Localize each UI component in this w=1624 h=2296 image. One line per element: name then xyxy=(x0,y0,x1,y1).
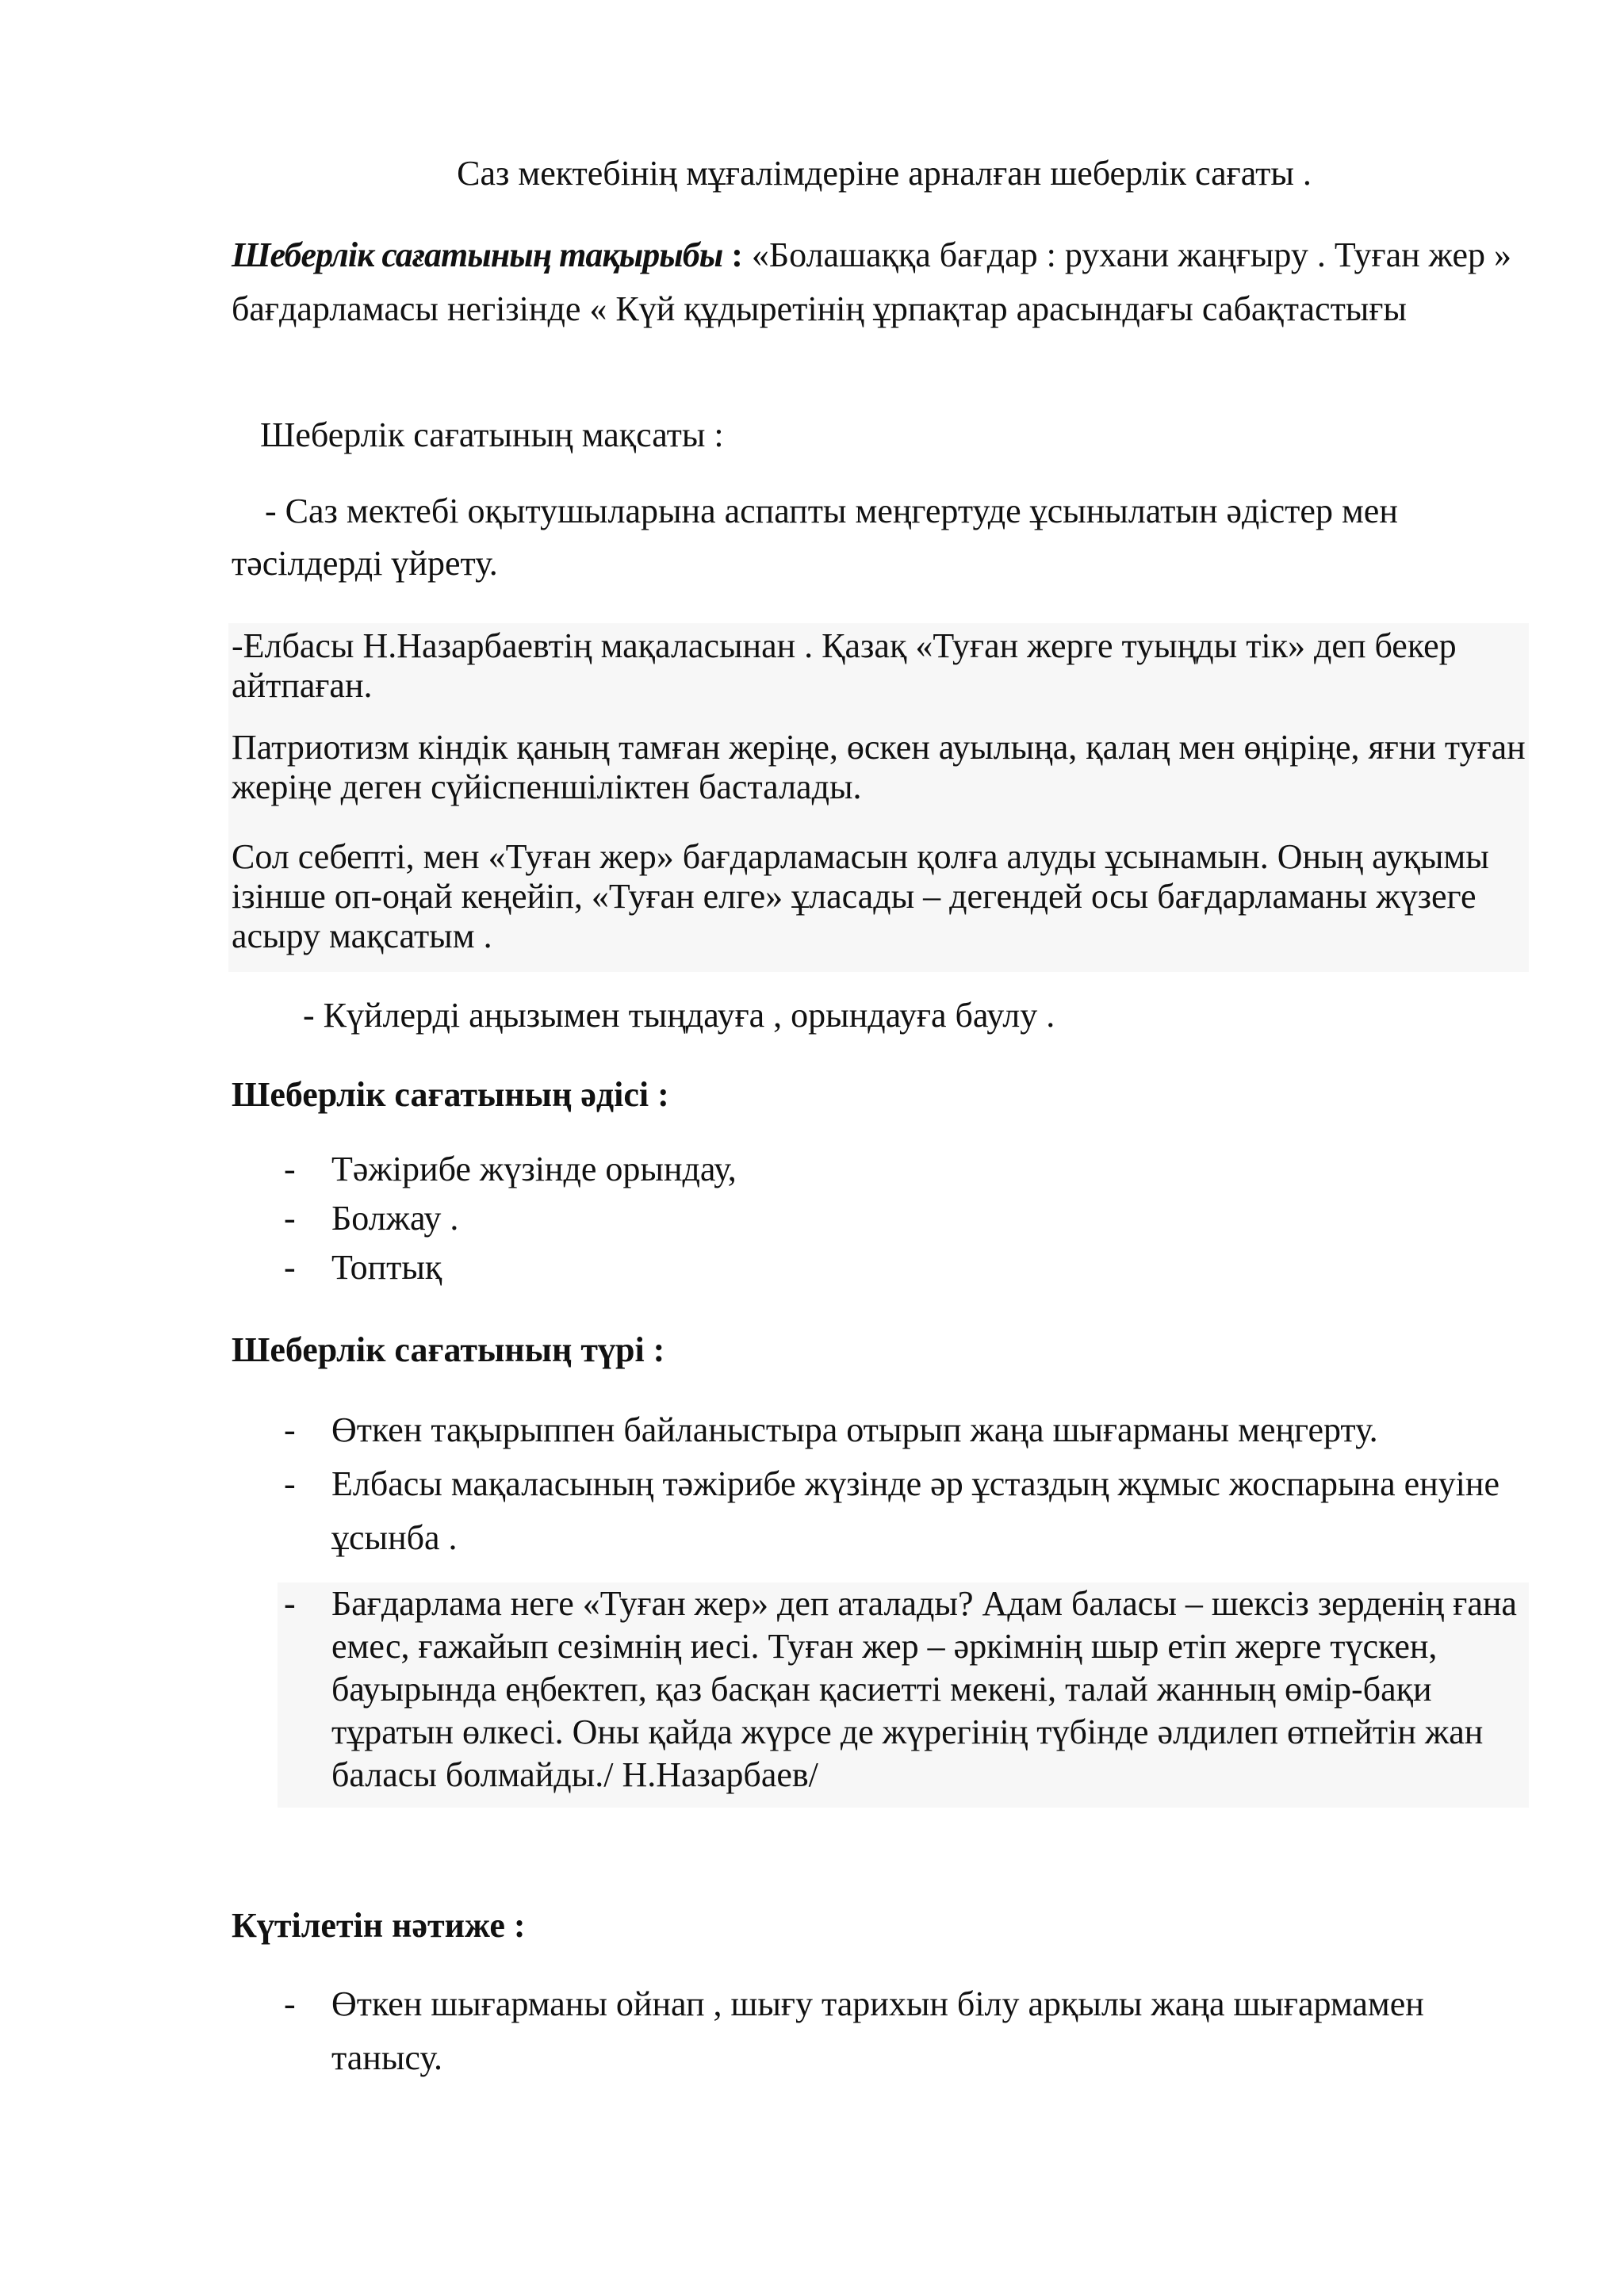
method-list xyxy=(232,1145,1537,1292)
list-item-text: Топтық xyxy=(331,1248,442,1287)
type-list xyxy=(232,1403,1537,1565)
list-item xyxy=(232,1194,1537,1243)
goal-heading: Шеберлік сағатының мақсаты : xyxy=(260,415,724,454)
topic-colon: : xyxy=(722,235,743,274)
topic-text: «Болашаққа бағдар : рухани жаңғыру . Туған жер » бағдарламасы негізінде « Күй құдыретінің ұрпақтар арасындағы сабақтастығы xyxy=(232,235,1512,328)
list-dash: - xyxy=(284,1248,296,1287)
list-dash: - xyxy=(284,1984,296,2023)
topic-paragraph xyxy=(232,228,1537,336)
list-dash: - xyxy=(284,1464,296,1503)
goal-item-1-text: - Саз мектебі оқытушыларына аспапты меңгертуде ұсынылатын әдістер мен тәсілдерді үйрету. xyxy=(232,492,1398,583)
goal-item-2: - Күйлерді аңызымен тыңдауға , орындауға баулу . xyxy=(303,996,1055,1035)
type-heading: Шеберлік сағатының түрі : xyxy=(232,1330,665,1369)
goal-item-1 xyxy=(232,485,1537,590)
quote-paragraph-1: -Елбасы Н.Назарбаевтің мақаласынан . Қазақ «Туған жерге туыңды тік» деп бекер айтпаған. xyxy=(232,626,1457,705)
list-dash: - xyxy=(284,1584,296,1623)
list-dash: - xyxy=(284,1150,296,1188)
result-list xyxy=(232,1977,1537,2085)
list-dash: - xyxy=(284,1410,296,1449)
list-item-text: Өткен тақырыппен байланыстыра отырып жаңа шығарманы меңгерту. xyxy=(331,1410,1378,1449)
topic-lead: Шеберлік сағатының тақырыбы xyxy=(232,235,723,274)
list-item xyxy=(232,1977,1537,2085)
list-item-text: Өткен шығарманы ойнап , шығу тарихын білу арқылы жаңа шығармамен танысу. xyxy=(331,1984,1424,2077)
list-item-text: Тәжірибе жүзінде орындау, xyxy=(331,1150,737,1188)
method-heading: Шеберлік сағатының әдісі : xyxy=(232,1075,669,1114)
document-title: Саз мектебінің мұғалімдеріне арналған шеберлік сағаты . xyxy=(457,154,1312,193)
result-heading: Күтілетін нәтиже : xyxy=(232,1906,526,1945)
list-item-text: Елбасы мақаласының тәжірибе жүзінде әр ұстаздың жұмыс жоспарына енуіне ұсынба . xyxy=(331,1464,1500,1557)
list-item xyxy=(232,1243,1537,1292)
list-item-text: Болжау . xyxy=(331,1199,459,1238)
type-quote-text: Бағдарлама неге «Туған жер» деп аталады? Адам баласы – шексіз зерденің ғана емес, ғажайып сезімнің иесі. Туған жер – әркімнің шыр етіп жерге түскен, бауырында еңбектеп, қаз басқан қасиетті мекені, талай жанның өмір-бақи тұратын өлкесі. Оны қайда жүрсе де жүрегінің түбінде әлдилеп өтпейтін жан баласы болмайды./ Н.Назарбаев/ xyxy=(331,1584,1517,1794)
list-dash: - xyxy=(284,1199,296,1238)
type-quote xyxy=(232,1582,1537,1797)
list-item xyxy=(232,1145,1537,1194)
list-item xyxy=(232,1403,1537,1457)
list-item xyxy=(232,1457,1537,1565)
quote-paragraph-2: Патриотизм кіндік қаның тамған жеріңе, өскен ауылыңа, қалаң мен өңіріңе, яғни туған жеріңе деген сүйіспеншіліктен басталады. xyxy=(232,728,1526,806)
quote-paragraph-3: Сол себепті, мен «Туған жер» бағдарламасын қолға алуды ұсынамын. Оның ауқымы ізінше оп-оңай кеңейіп, «Туған елге» ұласады – дегендей осы бағдарламаны жүзеге асыру мақсатым . xyxy=(232,837,1489,955)
